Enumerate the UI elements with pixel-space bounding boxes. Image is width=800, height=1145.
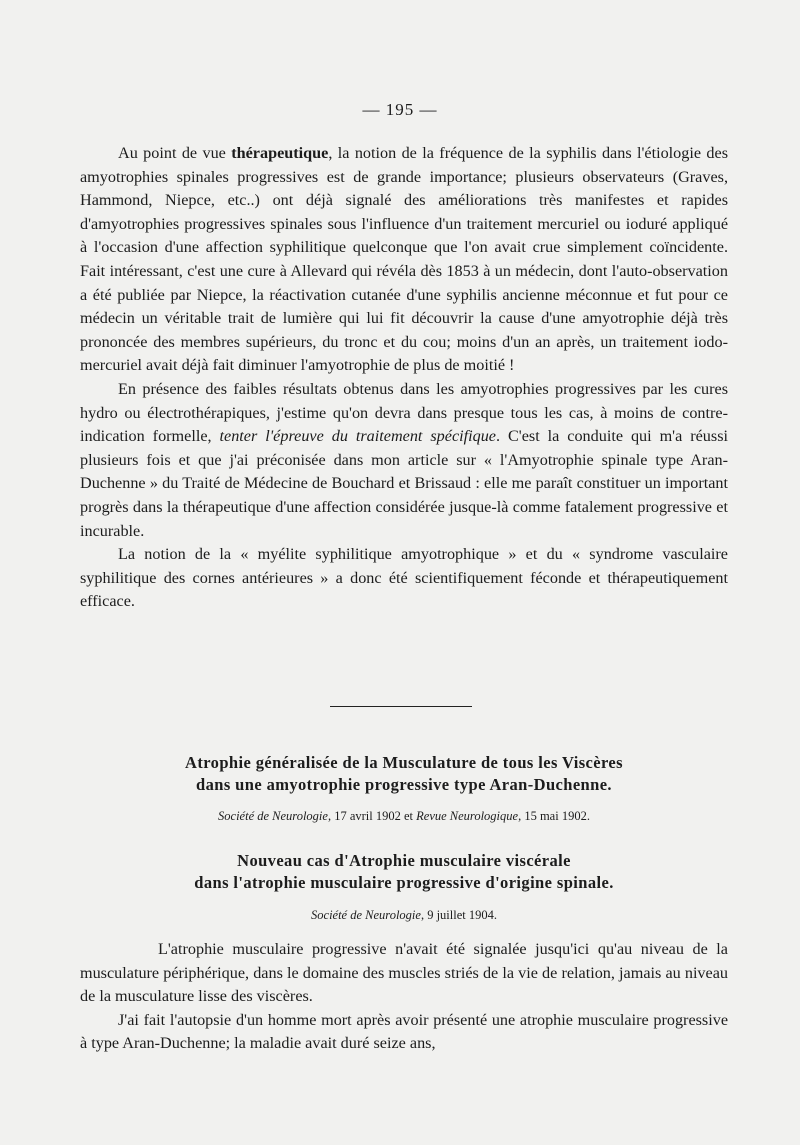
paragraph-1-rest: , la notion de la fréquence de la syphilis dans l'étiologie des amyotrophies spinales progressives est de grande importance; plusieurs observateurs (Graves, Hammond, Niepce, etc..) ont déjà signalé des améliorations très manifestes et rapides d'amyotrophies progressives spinales sous l'influence d'un traitement mercuriel ou ioduré appliqué à l'occasion d'une affection syphilitique quelconque que l'on avait crue simplement coïncidente. Fait intéressant, c'est une cure à Allevard qui révéla dès 1853 à un médecin, dont l'auto-observation a été publiée par Niepce, la réactivation cutanée d'une syphilis ancienne méconnue et fut pour ce médecin un véritable trait de lumière qui lui fit découvrir la cause d'une amyotrophie déjà très prononcée des membres supérieurs, du tronc et du cou; moins d'un an après, un traitement iodo-mercuriel avait déjà fait diminuer l'amyotrophie de plus de moitié ! xyxy=(80,144,729,375)
article-2-text xyxy=(80,938,728,1056)
main-text xyxy=(80,142,728,614)
paragraph-1-bold-term: thérapeutique xyxy=(231,144,329,162)
source-2-date: , 9 juillet 1904. xyxy=(420,908,497,922)
paragraph-2-rest: . C'est la conduite qui m'a réussi plusieurs fois et que j'ai préconisée dans mon article sur « l'Amyotrophie spinale type Aran-Duchenne » du Traité de Médecine de Bouchard et Brissaud : elle me paraît constituer un important progrès dans la thérapeutique d'une affection considérée jusque-là comme fatalement progressive et incurable. xyxy=(80,427,728,540)
heading-1-line-2: dans une amyotrophie progressive type Aran-Duchenne. xyxy=(196,775,612,794)
source-1-journal-b: Revue Neurologique xyxy=(416,809,519,823)
source-1-journal-a: Société de Neurologie xyxy=(218,809,328,823)
source-citation-2 xyxy=(80,907,728,923)
article-heading-2 xyxy=(80,850,728,894)
heading-2-line-1: Nouveau cas d'Atrophie musculaire viscérale xyxy=(237,851,571,870)
article-heading-1 xyxy=(80,752,728,796)
page-number: — 195 — xyxy=(362,100,438,119)
paragraph-1-start: Au point de vue xyxy=(118,144,232,162)
source-1-date-a: , 17 avril 1902 et xyxy=(327,809,417,823)
source-citation-1 xyxy=(80,808,728,824)
article-2-paragraph-1: L'atrophie musculaire progressive n'avait été signalée jusqu'ici qu'au niveau de la musculature périphérique, dans le domaine des muscles striés de la vie de relation, jamais au niveau de la musculature lisse des viscères. xyxy=(80,940,728,1006)
paragraph-2-start: En présence des faibles résultats obtenus dans les amyotrophies progressives par les cures hydro ou électrothérapiques, j'estime qu'on devra dans presque tous les cas, à moins de contre-indication formelle, xyxy=(80,379,728,446)
source-2-journal: Société de Neurologie xyxy=(311,908,421,922)
source-1-date-b: , 15 mai 1902. xyxy=(518,809,590,823)
article-2-paragraph-2: J'ai fait l'autopsie d'un homme mort après avoir présenté une atrophie musculaire progressive à type Aran-Duchenne; la maladie avait duré seize ans, xyxy=(80,1010,728,1053)
section-divider xyxy=(330,706,472,707)
paragraph-2-italic: tenter l'épreuve du traitement spécifique xyxy=(219,427,496,446)
heading-2-line-2: dans l'atrophie musculaire progressive d'origine spinale. xyxy=(194,873,614,892)
heading-1-line-1: Atrophie généralisée de la Musculature de tous les Viscères xyxy=(185,753,623,772)
paragraph-1 xyxy=(80,142,728,378)
paragraph-2 xyxy=(80,378,728,543)
paragraph-3: La notion de la « myélite syphilitique amyotrophique » et du « syndrome vasculaire syphilitique des cornes antérieures » a donc été scientifiquement féconde et thérapeutiquement efficace. xyxy=(80,545,728,611)
